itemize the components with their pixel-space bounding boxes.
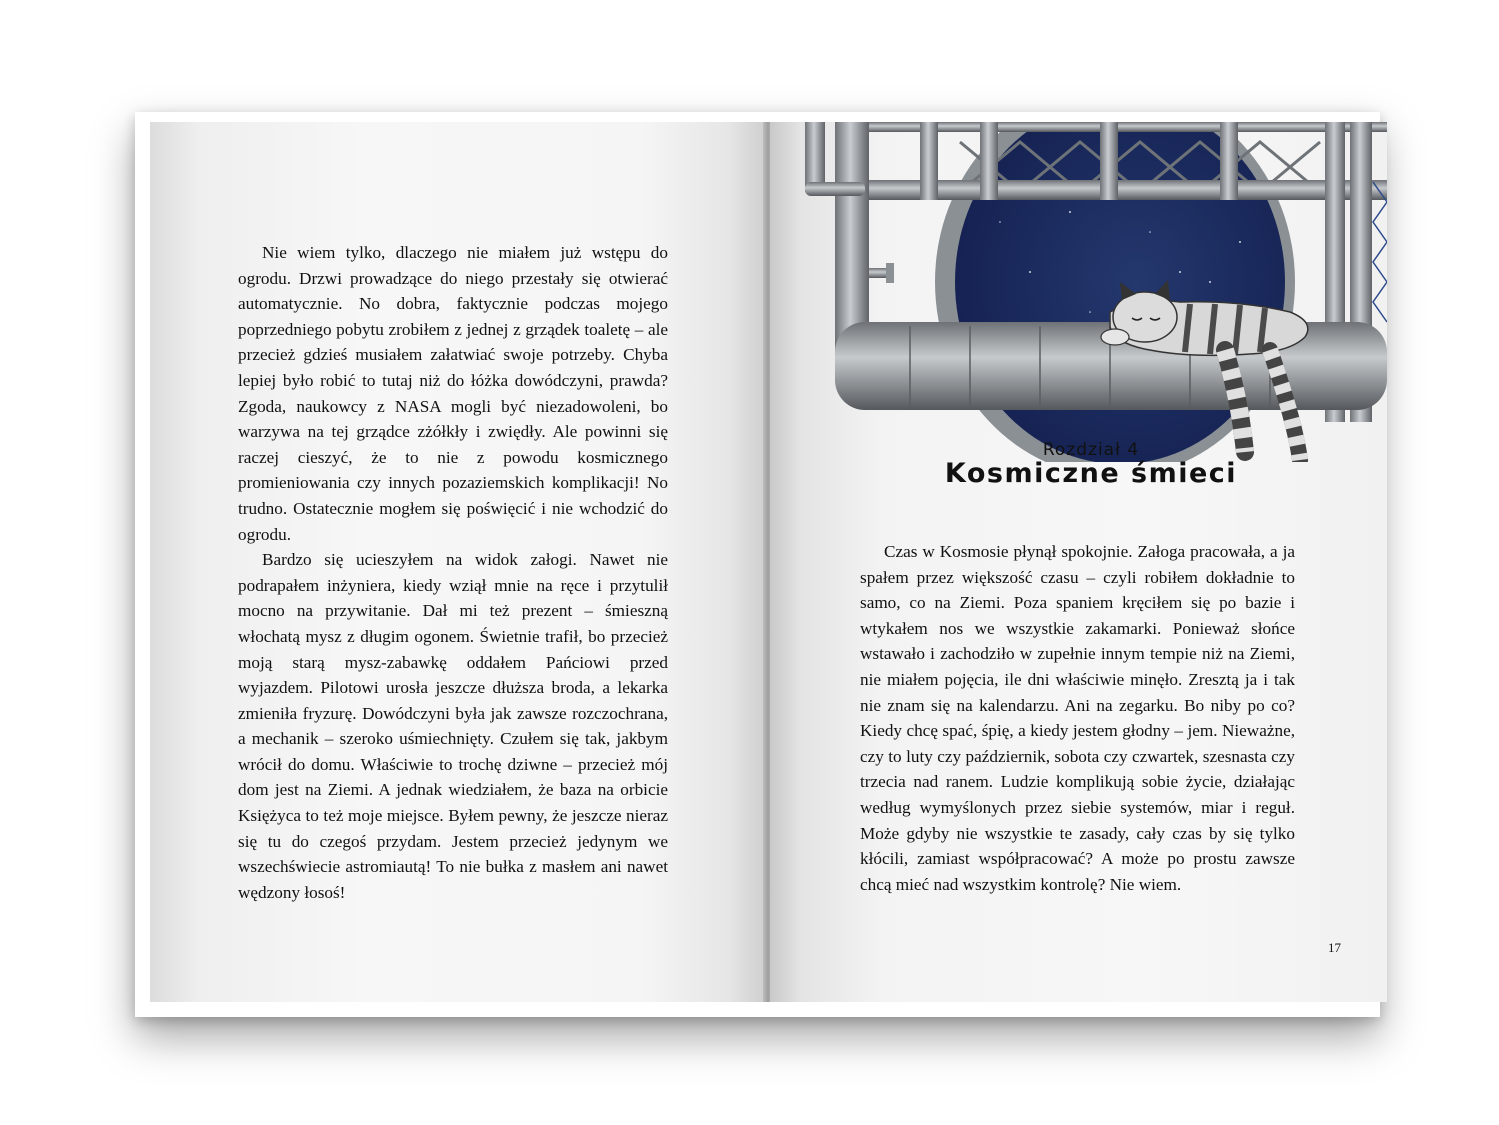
left-paragraph-1: Nie wiem tylko, dlaczego nie miałem już wstępu do ogrodu. Drzwi prowadzące do niego przestały się otwierać automatycznie. No dobra, faktycznie podczas mojego poprzedniego pobytu zrobiłem z jednej z grządek toaletę – ale przecież gdzieś musiałem załatwiać swoje potrzeby. Chyba lepiej było robić to tutaj niż do łóżka dowódczyni, prawda? Zgoda, naukowcy z NASA mogli być niezadowoleni, bo warzywa na tej grządce zżółkły i zwiędły. Ale powinni się raczej cieszyć, że to nie z powodu kosmicznego promieniowania czy innych pozaziemskich komplikacji! No trudno. Ostatecznie mogłem się poświęcić i nie wchodzić do ogrodu. xyxy=(238,243,668,544)
left-page-text xyxy=(238,240,668,905)
chapter-title: Kosmiczne śmieci xyxy=(944,458,1238,489)
left-paragraph-2: Bardzo się ucieszyłem na widok załogi. Nawet nie podrapałem inżyniera, kiedy wziął mnie na ręce i przytulił mocno na przywitanie. Dał mi też prezent – śmieszną włochatą mysz z długim ogonem. Świetnie trafił, bo przecież moją starą mysz-zabawkę oddałem Pańciowi przed wyjazdem. Pilotowi urosła jeszcze dłuższa broda, a lekarka zmieniła fryzurę. Dowódczyni była jak zawsze rozczochrana, a mechanik – szeroko uśmiechnięty. Czułem się tak, jakbym wrócił do domu. Właściwie to trochę dziwne – przecież mój dom jest na Ziemi. A jednak wiedziałem, że baza na orbicie Księżyca to też moje miejsce. Byłem pewny, że jeszcze nieraz się tu do czegoś przydam. Jestem przecież jedynym we wszechświecie astromiautą! To nie bułka z masłem ani nawet wędzony łosoś! xyxy=(238,550,668,902)
right-paragraph-1: Czas w Kosmosie płynął spokojnie. Załoga pracowała, a ja spałem przez większość czasu – czyli robiłem dokładnie to samo, co na Ziemi. Poza spaniem kręciłem się po bazie i wtykałem nos we wszystkie zakamarki. Ponieważ słońce wstawało i zachodziło w zupełnie innym tempie niż na Ziemi, nie miałem pojęcia, ile dni właściwie minęło. Zresztą ja i tak nie znam się na kalendarzu. Ani na zegarku. Bo niby po co? Kiedy chcę spać, śpię, a kiedy jestem głodny – jem. Nieważne, czy to luty czy październik, sobota czy czwartek, szesnasta czy trzecia nad ranem. Ludzie komplikują sobie życie, działając według wymyślonych przez siebie systemów, miar i reguł. Może gdyby nie wszystkie te zasady, cały czas by się tylko kłócili, zamiast współpracować? A może po prostu zawsze chcą mieć nad wszystkim kontrolę? Nie wiem. xyxy=(860,542,1295,894)
left-page xyxy=(150,122,765,1002)
page-number: 17 xyxy=(1328,940,1341,955)
right-page xyxy=(770,122,1387,1002)
chapter-label: Rozdział 4 xyxy=(1042,440,1140,460)
right-page-text xyxy=(860,539,1295,897)
space-station-cat-illustration xyxy=(770,122,1387,462)
